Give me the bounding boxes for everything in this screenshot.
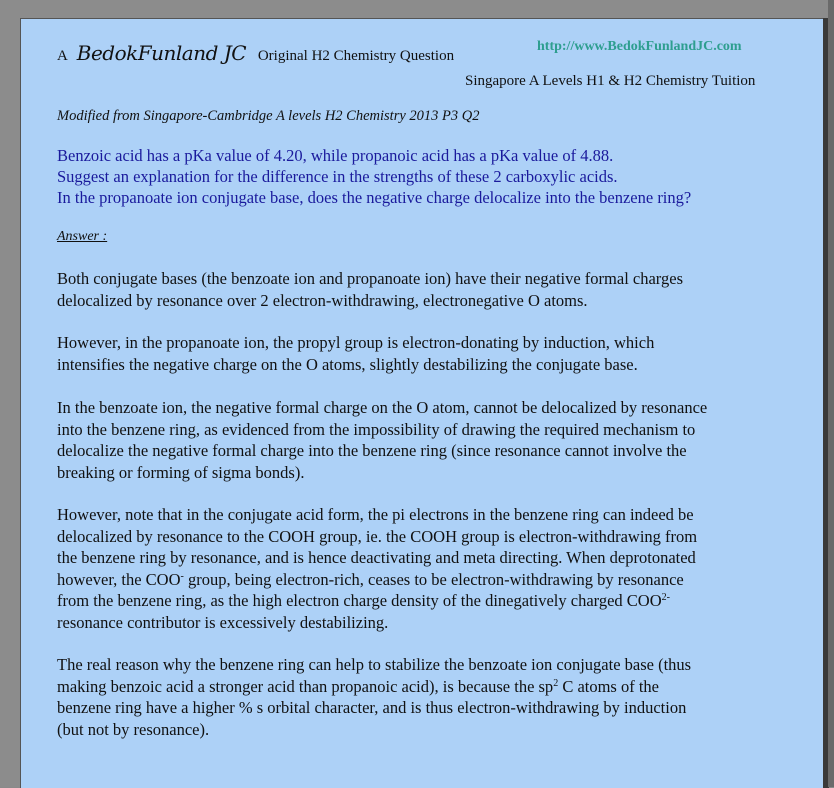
- line-text: however, the COO: [57, 569, 181, 589]
- paragraph-line: breaking or forming of sigma bonds).: [57, 462, 305, 482]
- brand-suffix: Original H2 Chemistry Question: [257, 48, 455, 64]
- answer-paragraph-5: [57, 654, 802, 740]
- paragraph-line: delocalized by resonance over 2 electron-withdrawing, electronegative O atoms.: [57, 290, 588, 310]
- paragraph-line: intensifies the negative charge on the O atoms, slightly destabilizing the conjugate base.: [57, 354, 638, 374]
- answer-label: Answer :: [57, 229, 108, 244]
- brand-prefix: A: [57, 48, 68, 64]
- viewer-scrollbar[interactable]: [828, 0, 834, 787]
- paragraph-line: [57, 569, 802, 591]
- answer-paragraph-3: [57, 397, 802, 483]
- line-text: from the benzene ring, as the high electron charge density of the dinegatively charged COO: [57, 591, 662, 610]
- question-line: In the propanoate ion conjugate base, does the negative charge delocalize into the benzene ring?: [57, 188, 692, 207]
- paragraph-line: However, note that in the conjugate acid form, the pi electrons in the benzene ring can indeed be: [57, 505, 694, 524]
- line-text: making benzoic acid a stronger acid than propanoic acid), is because the sp: [57, 676, 554, 696]
- brand-header: [57, 41, 454, 65]
- paragraph-line: In the benzoate ion, the negative formal charge on the O atom, cannot be delocalized by resonance: [57, 398, 708, 417]
- tuition-tagline: Singapore A Levels H1 & H2 Chemistry Tuition: [465, 73, 756, 89]
- paragraph-line: The real reason why the benzene ring can help to stabilize the benzoate ion conjugate base (thus: [57, 655, 692, 674]
- paragraph-line: benzene ring have a higher % s orbital character, and is thus electron-withdrawing by induction: [57, 698, 687, 717]
- answer-paragraph-4: [57, 504, 802, 633]
- question-source: Modified from Singapore-Cambridge A levels H2 Chemistry 2013 P3 Q2: [57, 108, 480, 124]
- paragraph-line: resonance contributor is excessively destabilizing.: [57, 612, 389, 632]
- question-text: [57, 145, 797, 208]
- paragraph-line: [57, 590, 802, 612]
- paragraph-line: Both conjugate bases (the benzoate ion and propanoate ion) have their negative formal charges: [57, 269, 684, 288]
- hybridization-superscript: 2: [553, 677, 559, 689]
- website-link[interactable]: http://www.BedokFunlandJC.com: [537, 39, 742, 54]
- line-text: group, being electron-rich, ceases to be electron-withdrawing by resonance: [183, 569, 684, 589]
- answer-paragraph-1: [57, 268, 802, 311]
- paragraph-line: [57, 676, 802, 698]
- charge-superscript: 2-: [661, 592, 670, 603]
- answer-paragraph-2: [57, 332, 802, 375]
- charge-superscript: -: [180, 570, 184, 582]
- paragraph-line: (but not by resonance).: [57, 719, 210, 739]
- question-line: Benzoic acid has a pKa value of 4.20, while propanoic acid has a pKa value of 4.88.: [57, 146, 614, 165]
- document-page: [20, 18, 823, 788]
- brand-logo: BedokFunland JC: [76, 41, 247, 65]
- paragraph-line: delocalize the negative formal charge into the benzene ring (since resonance cannot involve the: [57, 441, 687, 460]
- paragraph-line: However, in the propanoate ion, the propyl group is electron-donating by induction, which: [57, 333, 655, 352]
- line-text: C atoms of the: [558, 676, 660, 696]
- paragraph-line: into the benzene ring, as evidenced from the impossibility of drawing the required mechanism to: [57, 419, 696, 439]
- question-line: Suggest an explanation for the difference in the strengths of these 2 carboxylic acids.: [57, 167, 618, 186]
- paragraph-line: delocalized by resonance to the COOH group, ie. the COOH group is electron-withdrawing from: [57, 526, 698, 546]
- paragraph-line: the benzene ring by resonance, and is hence deactivating and meta directing. When deprotonated: [57, 548, 696, 567]
